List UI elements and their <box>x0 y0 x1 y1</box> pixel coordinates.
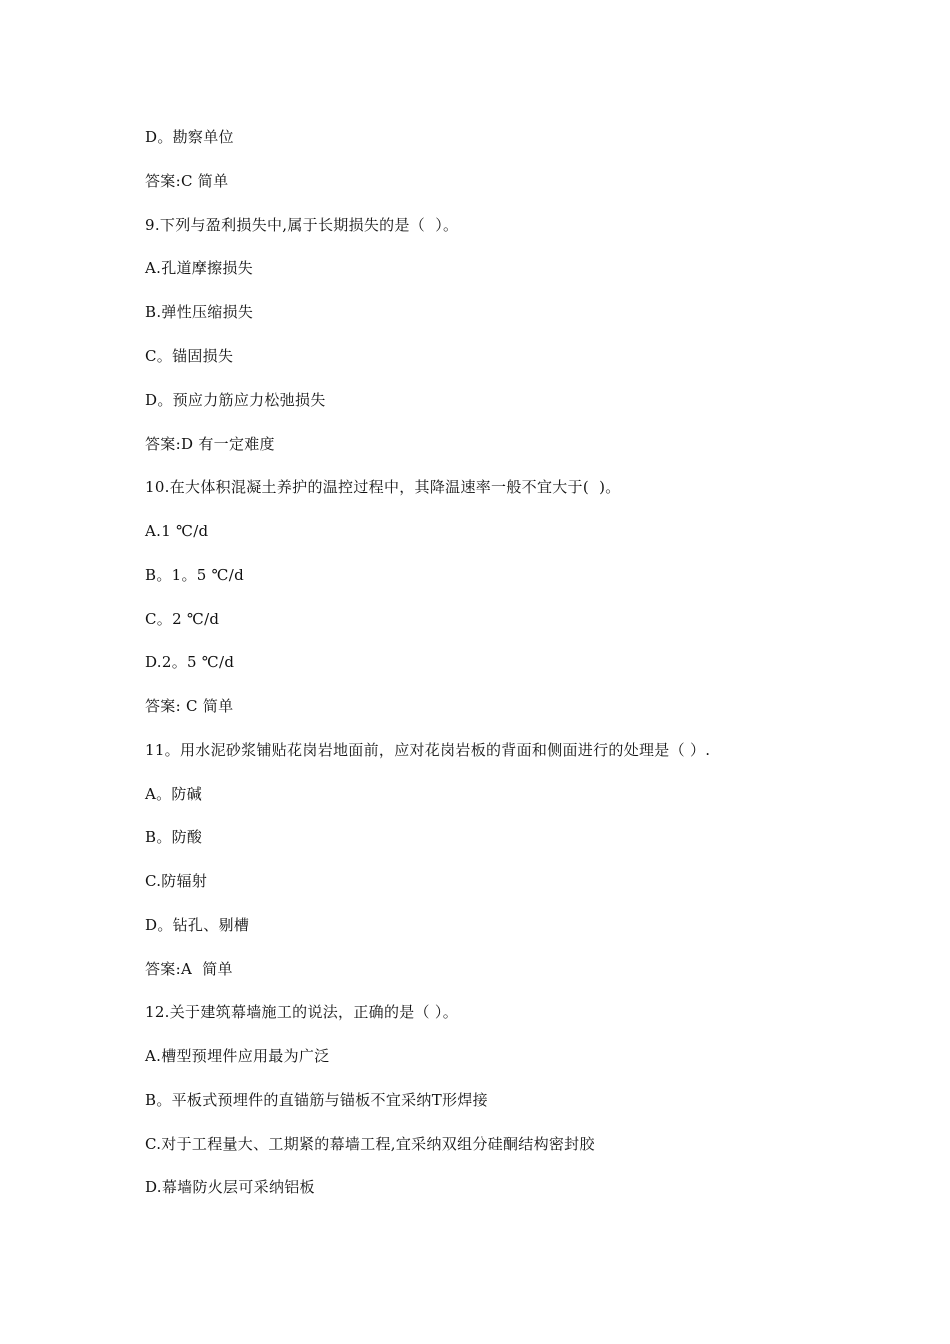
question-10: 10.在大体积混凝土养护的温控过程中，其降温速率一般不宜大于( )。 <box>145 478 621 496</box>
option-c-q10: C。2 ℃/d <box>145 610 220 628</box>
option-d-q11: D。钻孔、剔槽 <box>145 916 250 934</box>
option-c-q11: C.防辐射 <box>145 872 208 890</box>
option-b-q10: B。1。5 ℃/d <box>145 566 245 584</box>
answer-q8: 答案:C 简单 <box>145 172 229 190</box>
option-b-q9: B.弹性压缩损失 <box>145 303 254 321</box>
option-a-q9: A.孔道摩擦损失 <box>145 259 254 277</box>
question-9: 9.下列与盈利损失中,属于长期损失的是（ ）。 <box>145 216 459 234</box>
option-d-q8: D。勘察单位 <box>145 128 234 146</box>
answer-q9: 答案:D 有一定难度 <box>145 435 275 453</box>
option-d-q10: D.2。5 ℃/d <box>145 653 235 671</box>
option-c-q9: C。锚固损失 <box>145 347 234 365</box>
option-d-q12: D.幕墙防火层可采纳铝板 <box>145 1178 315 1196</box>
option-b-q12: B。平板式预埋件的直锚筋与锚板不宜采纳T形焊接 <box>145 1091 488 1109</box>
option-a-q12: A.槽型预埋件应用最为广泛 <box>145 1047 330 1065</box>
answer-q10: 答案: C 简单 <box>145 697 234 715</box>
answer-q11: 答案:A 简单 <box>145 960 233 978</box>
question-11: 11。用水泥砂浆铺贴花岗岩地面前，应对花岗岩板的背面和侧面进行的处理是（ ）. <box>145 741 711 759</box>
option-b-q11: B。防酸 <box>145 828 203 846</box>
option-c-q12: C.对于工程量大、工期紧的幕墙工程,宜采纳双组分硅酮结构密封胶 <box>145 1135 595 1153</box>
option-a-q10: A.1 ℃/d <box>145 522 209 540</box>
option-d-q9: D。预应力筋应力松弛损失 <box>145 391 326 409</box>
question-12: 12.关于建筑幕墙施工的说法，正确的是（ ）。 <box>145 1003 459 1021</box>
option-a-q11: A。防碱 <box>145 785 203 803</box>
